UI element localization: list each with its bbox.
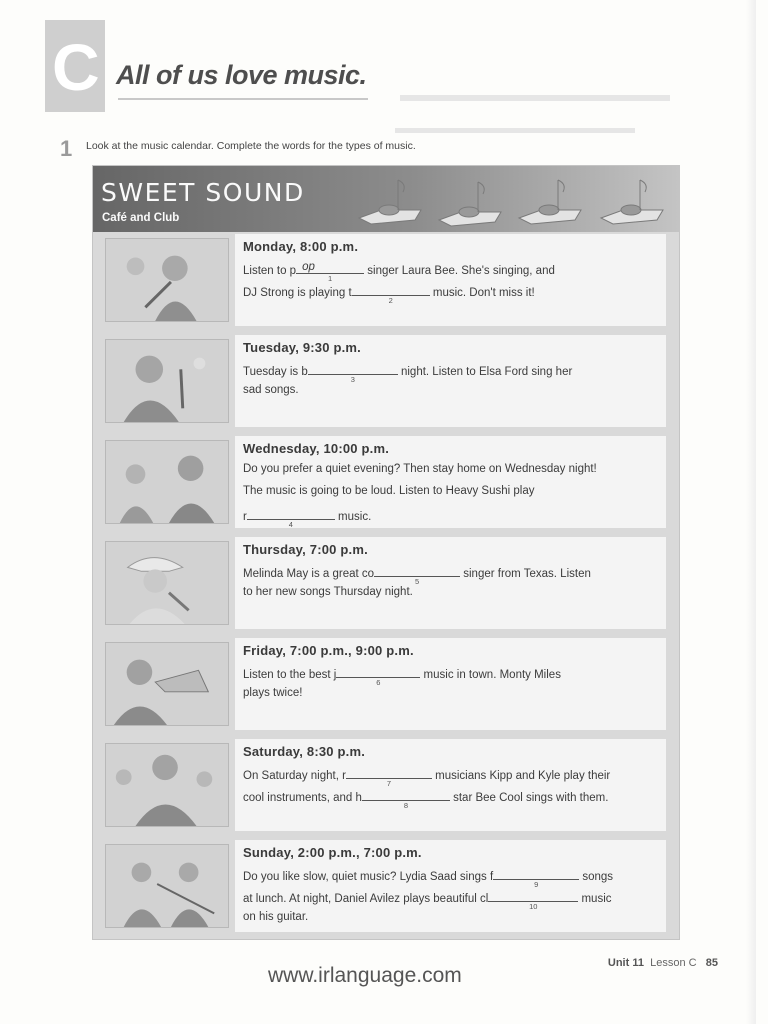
club-tagline: Café and Club: [102, 212, 180, 224]
exercise-number: 1: [60, 136, 73, 161]
entry-text-line: [243, 485, 535, 497]
entry-text: Do you prefer a quiet evening? Then stay home on Wednesday night!: [243, 463, 597, 475]
blank-number: 2: [388, 296, 393, 305]
calendar-entry: [99, 234, 666, 326]
music-calendar: [92, 165, 680, 940]
entry-card: [235, 840, 666, 932]
entry-text-line: [243, 283, 535, 305]
calendar-entry: [99, 638, 666, 730]
entry-text-line: [243, 507, 372, 529]
entry-text: plays twice!: [243, 687, 303, 699]
entry-card: [235, 436, 666, 528]
music-note-icon: [601, 180, 663, 224]
answer-blank[interactable]: [346, 766, 432, 788]
entry-text-line: [243, 261, 555, 283]
answer-blank[interactable]: [488, 889, 578, 911]
entry-text: Listen to p: [243, 265, 297, 277]
entry-card: [235, 638, 666, 730]
entry-text-line: [243, 788, 609, 810]
entry-text: cool instruments, and h: [243, 792, 362, 804]
entry-text: music in town. Monty Miles: [420, 669, 561, 681]
title-underline: [118, 98, 368, 100]
entry-text: to her new songs Thursday night.: [243, 586, 413, 598]
lesson-label: Lesson C: [650, 957, 697, 969]
entry-text: Melinda May is a great co: [243, 568, 375, 580]
entry-text: On Saturday night, r: [243, 770, 346, 782]
performer-photo: [105, 541, 229, 625]
entry-text: r: [243, 511, 247, 523]
exercise-instruction: Look at the music calendar. Complete the words for the types of music.: [86, 140, 416, 152]
performer-photo: [105, 743, 229, 827]
entry-card: [235, 335, 666, 427]
entry-text: on his guitar.: [243, 911, 309, 923]
calendar-entry: [99, 537, 666, 629]
entry-card: [235, 537, 666, 629]
entry-text-line: [243, 766, 611, 788]
entry-text: songs: [579, 871, 614, 883]
answer-blank[interactable]: [493, 867, 579, 889]
performer-photo: [105, 440, 229, 524]
event-time: Thursday, 7:00 p.m.: [243, 542, 368, 557]
calendar-entry: [99, 335, 666, 427]
example-answer: op: [302, 261, 315, 273]
answer-blank[interactable]: [362, 788, 450, 810]
entry-text: The music is going to be loud. Listen to Heavy Sushi play: [243, 485, 535, 497]
entry-text: singer from Texas. Listen: [460, 568, 591, 580]
entry-text-line: [243, 564, 591, 586]
answer-blank[interactable]: [247, 507, 335, 529]
blank-number: 8: [403, 801, 408, 810]
entry-text: music. Don't miss it!: [429, 287, 535, 299]
entry-text: singer Laura Bee. She's singing, and: [364, 265, 555, 277]
performer-photo: [105, 238, 229, 322]
entry-text: star Bee Cool sings with them.: [449, 792, 609, 804]
event-time: Friday, 7:00 p.m., 9:00 p.m.: [243, 643, 414, 658]
event-time: Monday, 8:00 p.m.: [243, 239, 359, 254]
music-note-icon: [359, 180, 421, 224]
entry-card: [235, 234, 666, 326]
music-note-icon: [519, 180, 581, 224]
music-note-icons: [351, 170, 681, 230]
entry-text-line: [243, 586, 413, 598]
event-time: Sunday, 2:00 p.m., 7:00 p.m.: [243, 845, 422, 860]
music-note-icon: [439, 182, 501, 226]
entry-text: musicians Kipp and Kyle play their: [431, 770, 611, 782]
entry-text-line: [243, 362, 573, 384]
entry-text: night. Listen to Elsa Ford sing her: [397, 366, 573, 378]
watermark-url: www.irlanguage.com: [268, 964, 462, 987]
entry-text-line: [243, 687, 302, 699]
blank-number: 1: [327, 274, 333, 283]
entry-text: DJ Strong is playing t: [243, 287, 352, 299]
page-footer: [608, 957, 718, 969]
blank-number: 10: [529, 902, 538, 911]
entry-text-line: [243, 384, 299, 396]
calendar-entry: [99, 436, 666, 528]
entry-text: Listen to the best j: [243, 669, 337, 681]
entry-text-line: [243, 911, 308, 923]
section-letter: C: [52, 30, 100, 104]
entry-text-line: [243, 665, 561, 687]
calendar-entry: [99, 840, 666, 932]
calendar-entry: [99, 739, 666, 831]
performer-photo: [105, 339, 229, 423]
club-name: SWEET SOUND: [101, 178, 305, 207]
blank-number: 3: [350, 375, 355, 384]
entry-text: at lunch. At night, Daniel Avilez plays beautiful cl: [243, 893, 489, 905]
answer-blank[interactable]: [374, 564, 460, 586]
blank-number: 9: [534, 880, 539, 889]
entry-text-line: [243, 463, 597, 475]
blank-number: 4: [288, 520, 293, 529]
performer-photo: [105, 844, 229, 928]
entry-text: Tuesday is b: [243, 366, 308, 378]
answer-blank[interactable]: [336, 665, 420, 687]
blank-number: 7: [386, 779, 392, 788]
event-time: Wednesday, 10:00 p.m.: [243, 441, 390, 456]
answer-blank[interactable]: [352, 283, 430, 305]
entry-text-line: [243, 889, 612, 911]
lesson-title: All of us love music.: [116, 60, 367, 90]
entry-text: music: [578, 893, 612, 905]
unit-label: Unit 11: [607, 957, 644, 969]
blank-number: 5: [414, 577, 420, 586]
entry-text: Do you like slow, quiet music? Lydia Saad sings f: [243, 871, 494, 883]
entry-text-line: [243, 867, 614, 889]
page-edge-shadow: [746, 0, 756, 1024]
calendar-banner: [93, 166, 679, 232]
answer-blank[interactable]: [308, 362, 398, 384]
blank-number: 6: [376, 678, 381, 687]
entry-card: [235, 739, 666, 831]
answer-blank[interactable]: [296, 261, 364, 283]
entry-text: sad songs.: [243, 384, 299, 396]
page-number: 85: [705, 957, 718, 969]
performer-photo: [105, 642, 229, 726]
event-time: Saturday, 8:30 p.m.: [243, 744, 366, 759]
entry-text: music.: [334, 511, 372, 523]
event-time: Tuesday, 9:30 p.m.: [243, 340, 361, 355]
